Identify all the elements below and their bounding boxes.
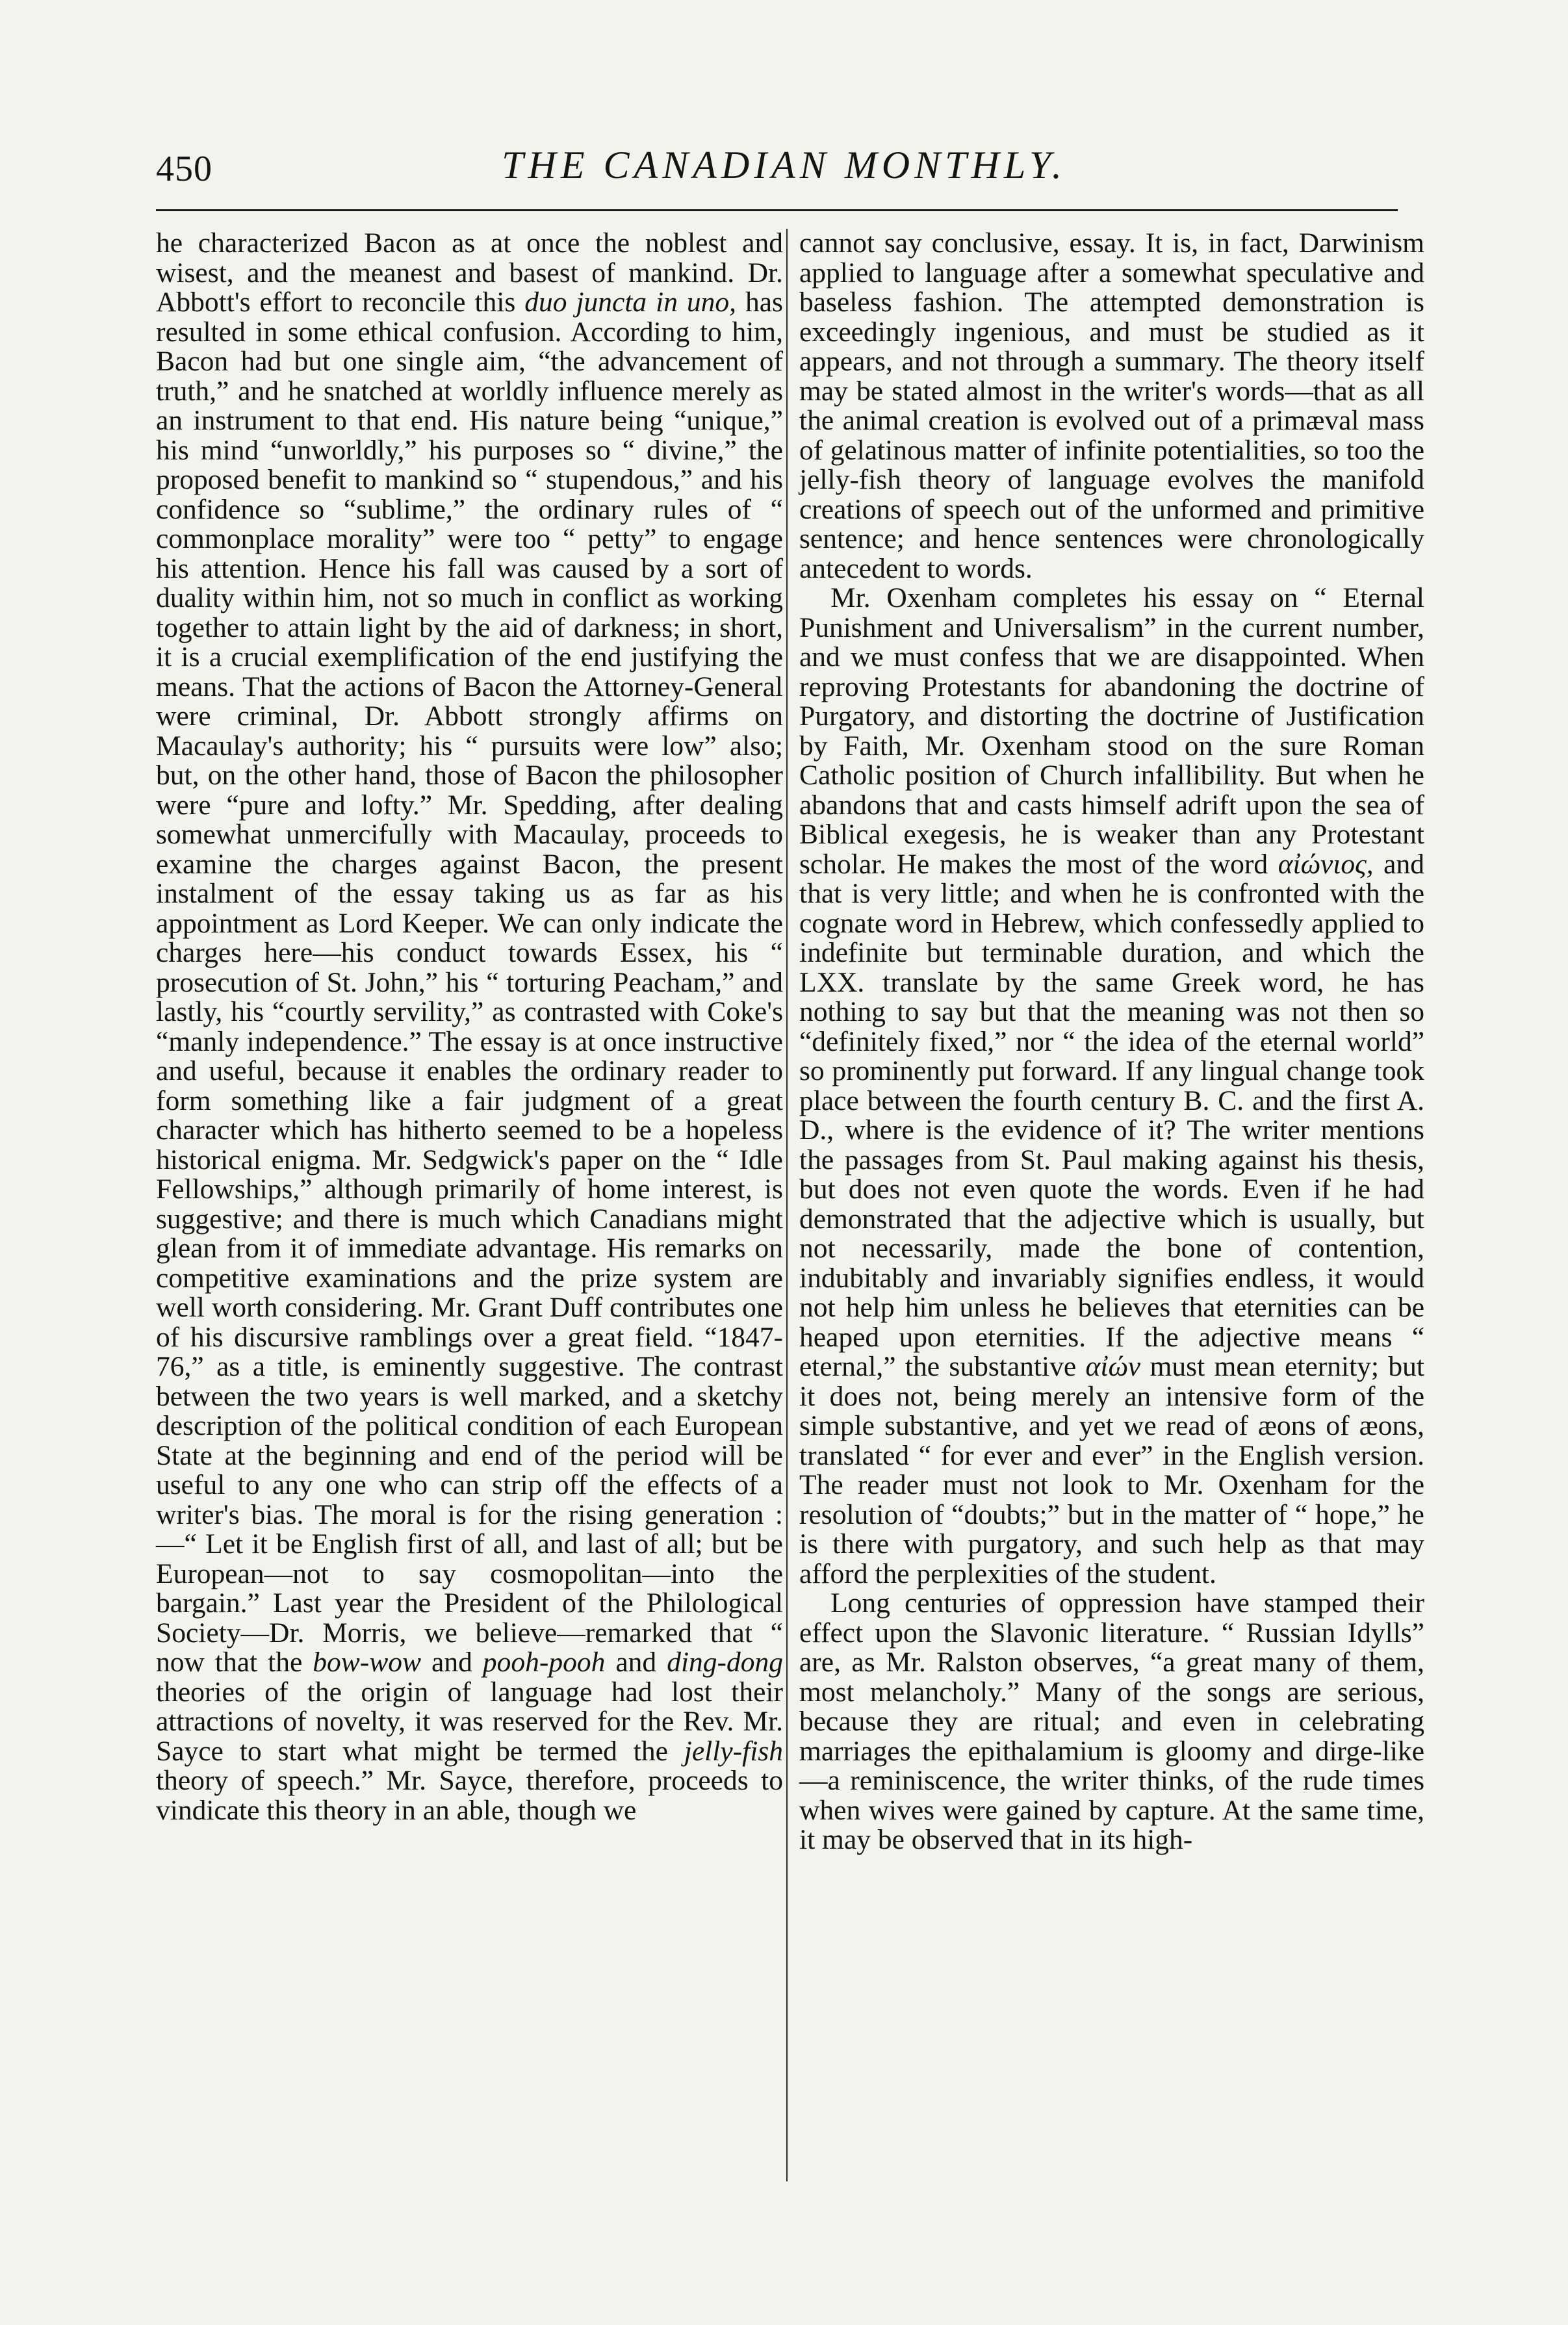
italic-term: bow-wow (313, 1647, 422, 1678)
text-run: has resulted in some ethical confusion. According to him, Bacon had but one single aim, “the advancement of truth,” and he snatched at worldly influence merely as an instrument to that end. His nature being “unique,” his mind “unworldly,” his purposes so “ divine,” the proposed benefit to mankind so “ stupendous,” and his confidence so “sublime,” the ordinary rules of “ commonplace morality” were too “ petty” to engage his attention. Hence his fall was caused by a sort of duality within him, not so much in conflict as working together to attain light by the aid of darkness; in short, it is a crucial exemplification of the end justifying the means. That the actions of Bacon the Attorney-General were criminal, Dr. Abbott strongly affirms on Macaulay's authority; his “ pursuits were low” also; but, on the other hand, those of Bacon the philosopher were “pure and lofty.” Mr. Spedding, after dealing somewhat unmercifully with Macaulay, proceeds to examine the charges against Bacon, the present instalment of the essay taking us as far as his appointment as Lord Keeper. We can only indicate the charges here—his conduct towards Essex, his “ prosecution of St. John,” his “ torturing Peacham,” and lastly, his “courtly servility,” as contrasted with Coke's “manly independence.” The essay is at once instructive and useful, because it enables the ordinary reader to form something like a fair judgment of a great character which has hitherto seemed to be a hopeless historical enigma. Mr. Sedgwick's paper on the “ Idle Fellowships,” although primarily of home interest, is suggestive; and there is much which Canadians might glean from it of immediate advantage. His remarks on competitive examinations and the prize system are well worth considering. Mr. Grant Duff contributes one of his discursive ramblings over a great field. “1847-76,” as a title, is eminently suggestive. The contrast between the two years is well marked, and a sketchy description of the political condition of each European State at the beginning and end of the period will be useful to any one who can strip off the effects of a writer's bias. The moral is for the rising generation :—“ Let it be English first of all, and last of all; but be European—not to say cosmopolitan—into the bargain.” Last year the President of the Philological Society—Dr. Morris, we believe—remarked that “ now that the (156, 287, 783, 1678)
paragraph: cannot say conclusive, essay. It is, in fact, Darwinism applied to language after a somewhat speculative and baseless fashion. The attempted demonstration is exceedingly ingenious, and must be studied as it appears, and not through a summary. The theory itself may be stated almost in the writer's words—that as all the animal creation is evolved out of a primæval mass of gelatinous matter of infinite potentialities, so too the jelly-fish theory of language evolves the manifold creations of speech out of the unformed and primitive sentence; and hence sentences were chronologically antecedent to words. (799, 227, 1424, 584)
text-run: he characterized Bacon as at once the noblest and wisest, and the meanest and basest of mankind. Dr. Abbott's effort to reconcile this (156, 227, 783, 318)
text-run: and that is very little; and when he is confronted with the cognate word in Hebrew, which confessedly applied to indefinite but terminable duration, and which the LXX. translate by the same Greek word, he has nothing to say but that the meaning was not then so “definitely fixed,” nor “ the idea of the eternal world” so prominently put forward. If any lingual change took place between the fourth century B. C. and the first A. D., where is the evidence of it? The writer mentions the passages from St. Paul making against his thesis, but does not even quote the words. Even if he had demonstrated that the adjective which is usually, but not necessarily, made the bone of contention, indubitably and invariably signifies endless, it would not help him unless he believes that eternities can be heaped upon eternities. If the adjective means “ eternal,” the substantive (799, 848, 1424, 1382)
right-column (799, 229, 1424, 1855)
page-number: 450 (156, 149, 212, 189)
header-rule (156, 209, 1398, 211)
column-rule (786, 229, 788, 2181)
italic-term: jelly-fish (684, 1735, 783, 1767)
running-title: THE CANADIAN MONTHLY. (502, 144, 1066, 186)
greek-word: αἰών (1085, 1351, 1141, 1382)
text-run: theory of speech.” Mr. Sayce, therefore, proceeds to vindicate this theory in an able, though we (156, 1765, 783, 1826)
latin-phrase: duo juncta in uno, (524, 287, 737, 318)
paragraph (799, 584, 1424, 1589)
text-run: and (605, 1647, 667, 1678)
italic-term: ding-dong (667, 1647, 784, 1678)
text-run: theories of the origin of language had lost their attractions of novelty, it was reserved for the Rev. Mr. Sayce to start what might be termed the (156, 1676, 783, 1767)
text-run: must mean eternity; but it does not, being merely an intensive form of the simple substantive, and yet we read of æons of æons, translated “ for ever and ever” in the English version. The reader must not look to Mr. Oxenham for the resolution of “doubts;” but in the matter of “ hope,” he is there with purgatory, and such help as that may afford the perplexities of the student. (799, 1351, 1424, 1589)
text-run: Mr. Oxenham completes his essay on “ Eternal Punishment and Universalism” in the current number, and we must confess that we are disappointed. When reproving Protestants for abandoning the doctrine of Purgatory, and distorting the doctrine of Justification by Faith, Mr. Oxenham stood on the sure Roman Catholic position of Church infallibility. But when he abandons that and casts himself adrift upon the sea of Biblical exegesis, he is weaker than any Protestant scholar. He makes the most of the word (799, 582, 1424, 880)
paragraph: Long centuries of oppression have stamped their effect upon the Slavonic literature. “ Russian Idylls” are, as Mr. Ralston observes, “a great many of them, most melancholy.” Many of the songs are serious, because they are ritual; and even in celebrating marriages the epithalamium is gloomy and dirge-like—a reminiscence, the writer thinks, of the rude times when wives were gained by capture. At the same time, it may be observed that in its high- (799, 1587, 1424, 1855)
left-column (156, 229, 783, 1825)
paragraph (156, 229, 783, 1825)
greek-word: αἰώνιος, (1278, 848, 1374, 880)
italic-term: pooh-pooh (482, 1647, 606, 1678)
text-run: and (421, 1647, 483, 1678)
